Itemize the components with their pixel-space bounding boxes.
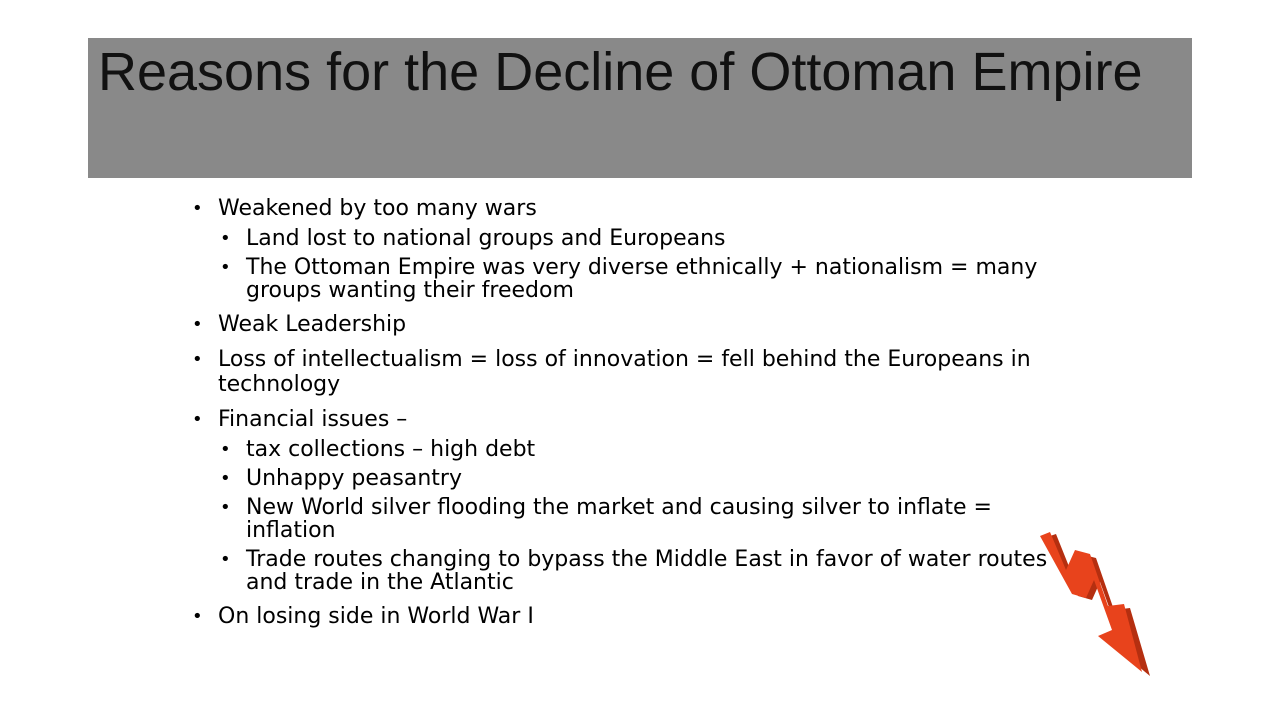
sub-bullet-text: The Ottoman Empire was very diverse ethnically + nationalism = many groups wanting their freedom: [246, 255, 1038, 303]
bullet-text: Weak Leadership: [218, 312, 407, 337]
sub-bullet-text: Unhappy peasantry: [246, 466, 462, 491]
sub-bullet-item: [218, 438, 1050, 461]
declining-zigzag-arrow-icon: [1030, 530, 1170, 690]
sub-bullet-text: tax collections – high debt: [246, 437, 536, 462]
bullet-item: [190, 312, 1050, 337]
bullet-item: [190, 604, 1050, 629]
sub-bullet-item: [218, 496, 1050, 542]
sub-bullet-item: [218, 227, 1050, 250]
sub-bullet-text: Land lost to national groups and Europeans: [246, 226, 726, 251]
title-bar: [88, 38, 1192, 178]
bullet-text: Loss of intellectualism = loss of innovation = fell behind the Europeans in technology: [218, 347, 1031, 397]
bullet-text: Financial issues –: [218, 407, 408, 432]
sub-bullet-text: Trade routes changing to bypass the Middle East in favor of water routes and trade in the Atlantic: [246, 547, 1048, 595]
sub-bullet-text: New World silver flooding the market and causing silver to inflate = inflation: [246, 495, 992, 543]
slide-title: Reasons for the Decline of Ottoman Empire: [98, 42, 1143, 102]
bullet-text: On losing side in World War I: [218, 604, 534, 629]
arrow-body: [1040, 532, 1142, 672]
bullet-text: Weakened by too many wars: [218, 196, 537, 221]
bullet-list: [190, 196, 1050, 639]
sub-bullet-item: [218, 256, 1050, 302]
bullet-item: [190, 196, 1050, 302]
sub-bullet-item: [218, 467, 1050, 490]
bullet-item: [190, 347, 1050, 397]
bullet-item: [190, 407, 1050, 594]
sub-bullet-item: [218, 548, 1050, 594]
